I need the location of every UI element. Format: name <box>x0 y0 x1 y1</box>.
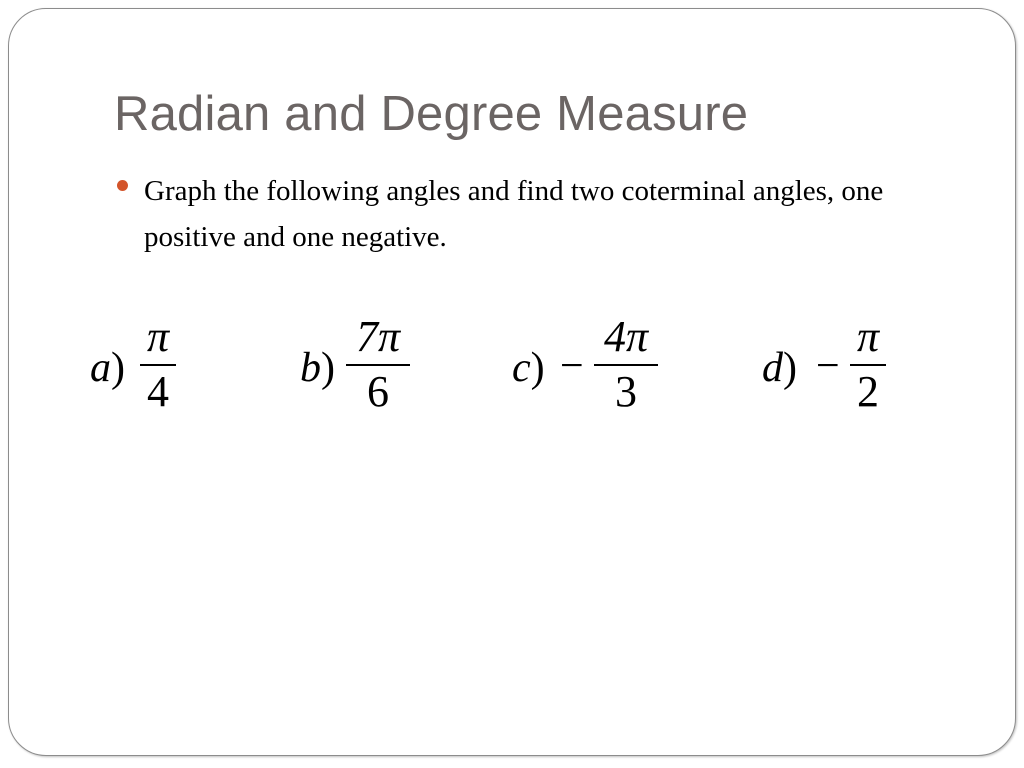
slide-title: Radian and Degree Measure <box>114 87 749 141</box>
problem-d-denominator: 2 <box>857 367 879 416</box>
problem-d-minus-sign: − <box>816 343 840 389</box>
problem-b-fraction <box>346 312 410 418</box>
problem-c-label: c) <box>512 345 545 391</box>
problem-d-fraction <box>850 312 886 418</box>
problem-b-label: b) <box>300 345 335 391</box>
problem-c-fraction <box>594 312 658 418</box>
problem-a-fraction <box>140 312 176 418</box>
problem-d-label: d) <box>762 345 797 391</box>
problem-c-numerator: 4π <box>603 312 649 361</box>
bullet-text: Graph the following angles and find two coterminal angles, one positive and one negative. <box>144 175 884 253</box>
problem-b-numerator: 7π <box>355 312 401 361</box>
problem-b-denominator: 6 <box>367 367 389 416</box>
problem-a-label: a) <box>90 345 125 391</box>
problem-d-numerator: π <box>856 312 880 361</box>
problem-a-numerator: π <box>146 312 170 361</box>
bullet-dot-icon <box>117 180 128 191</box>
problem-a-denominator: 4 <box>147 367 169 416</box>
problem-c-minus-sign: − <box>560 343 584 389</box>
problem-c-denominator: 3 <box>615 367 637 416</box>
